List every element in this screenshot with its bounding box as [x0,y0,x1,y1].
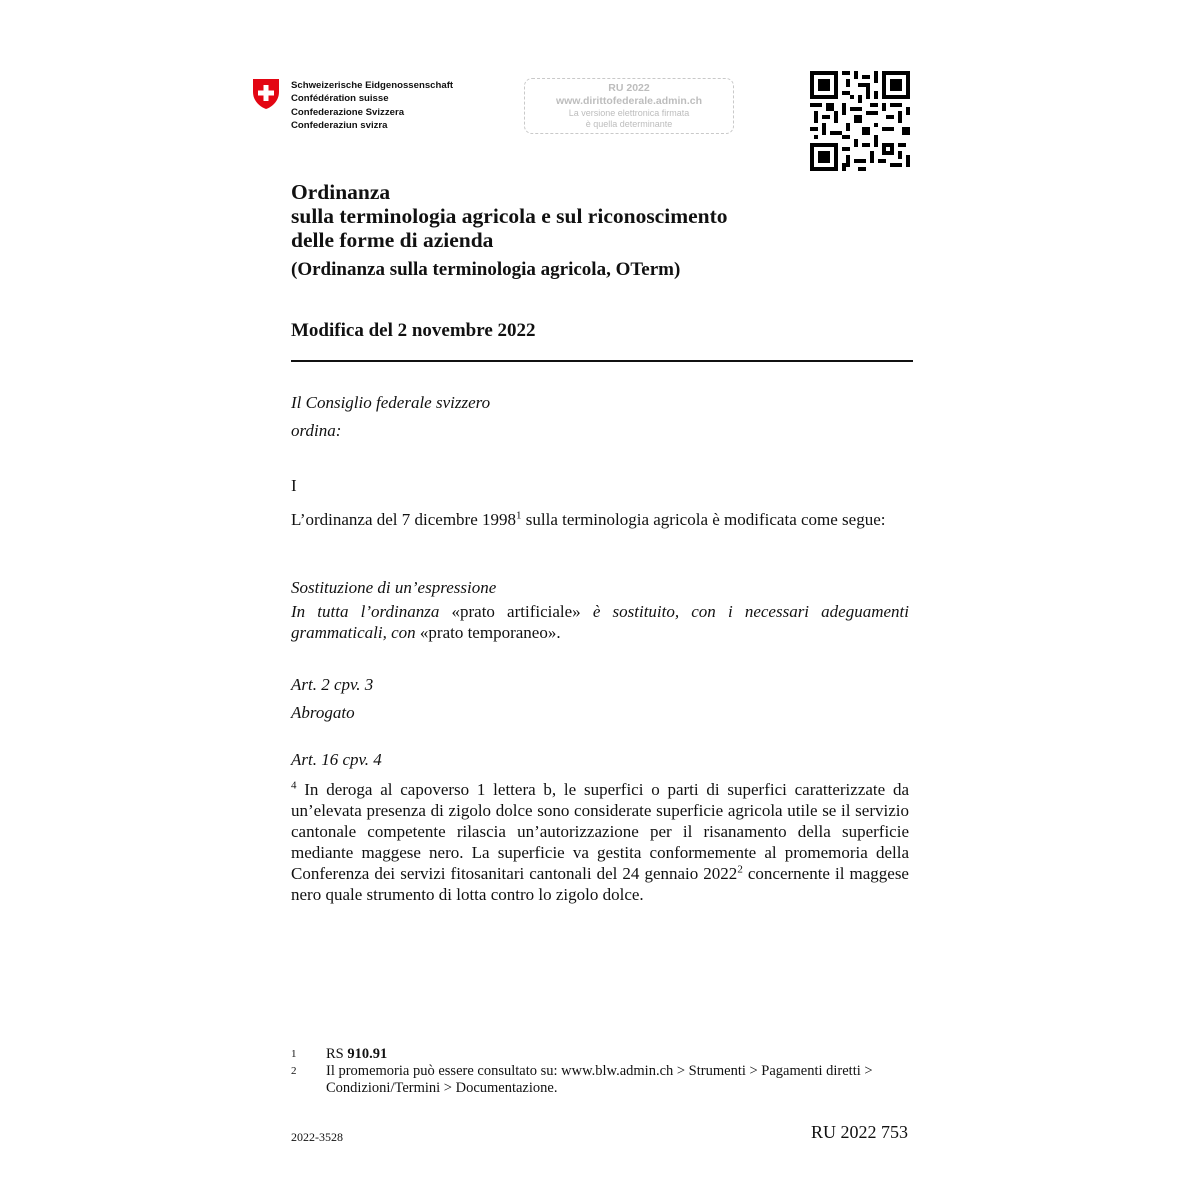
footnote-number: 1 [291,1048,297,1060]
replacement-old-term: «prato artificiale» [451,602,581,621]
qr-code-icon [810,71,910,171]
preamble-decrees: ordina: [291,421,342,440]
footnote-2 [291,1063,896,1097]
footnote-text: Il promemoria può essere consultato su: www.blw.admin.ch > Strumenti > Pagamenti diretti > Condizioni/Termini > Documentazione. [326,1063,873,1096]
footnote-ref-1: 1 [516,509,522,522]
article-16-text-after: concernente il maggese nero quale strumento di lotta contro lo zigolo dolce. [291,864,909,904]
confederation-name-de: Schweizerische Eidgenossenschaft [291,80,454,91]
stamp-ru-label: RU 2022 [608,82,650,94]
stamp-note-2: è quella determinante [585,119,673,129]
intro-text-before: L’ordinanza del 7 dicembre 1998 [291,510,517,529]
replacement-heading: Sostituzione di un’espressione [291,578,497,597]
confederation-name-rm: Confederaziun svizra [291,120,388,132]
swiss-coat-of-arms-icon [252,78,280,110]
official-publication-stamp [524,78,734,134]
replacement-text-part1: In tutta l’ordinanza [291,602,452,621]
section-intro [291,509,909,530]
article-2-text: Abrogato [291,703,355,722]
footnote-1 [291,1046,896,1063]
amendment-date: Modifica del 2 novembre 2022 [291,320,536,341]
footnote-prefix: RS [326,1046,348,1062]
stamp-note-1: La versione elettronica firmata [568,108,690,118]
article-16-text-before: In deroga al capoverso 1 lettera b, le superfici o parti di superfici caratterizzate da un’elevata presenza di zigolo dolce sono considerate superficie agricola utile se il servizio cantonale competente rilascia un’autorizzazione per il risanamento della superficie mediante maggese nero. La superficie va gestita conformemente al promemoria della Conferenza dei servizi fitosanitari cantonali del 24 gennaio 2022 [291,780,909,883]
footnote-ref-2: 2 [737,863,743,876]
article-2-heading: Art. 2 cpv. 3 [291,675,374,694]
replacement-new-term: «prato temporaneo». [419,623,561,642]
paragraph-number: 4 [291,779,297,792]
article-16-text [291,779,909,905]
confederation-names [291,79,453,133]
footnote-number: 2 [291,1065,297,1077]
title-line-3: delle forme di azienda [291,228,494,252]
document-number: 2022-3528 [291,1130,343,1144]
section-numeral: I [291,476,297,495]
stamp-website: www.dirittofederale.admin.ch [555,95,703,107]
title-line-1: Ordinanza [291,180,391,204]
preamble-authority: Il Consiglio federale svizzero [291,393,491,412]
intro-text-after: sulla terminologia agricola è modificata come segue: [521,510,886,529]
ordinance-short-title: (Ordinanza sulla terminologia agricola, OTerm) [291,259,681,280]
replacement-text-part3: è sostituito, con i necessari adeguamenti grammaticali, con [291,602,909,642]
replacement-text [291,601,909,643]
ordinance-title [291,180,728,252]
confederation-name-it: Confederazione Svizzera [291,106,405,118]
title-line-2: sulla terminologia agricola e sul riconoscimento [291,204,728,228]
title-divider [291,360,913,362]
footnotes [291,1046,896,1097]
article-16-heading: Art. 16 cpv. 4 [291,750,382,769]
footnote-rs-number: 910.91 [347,1046,388,1062]
footnote-text [326,1046,896,1063]
confederation-name-fr: Confédération suisse [291,93,389,105]
ru-reference: RU 2022 753 [810,1122,908,1142]
